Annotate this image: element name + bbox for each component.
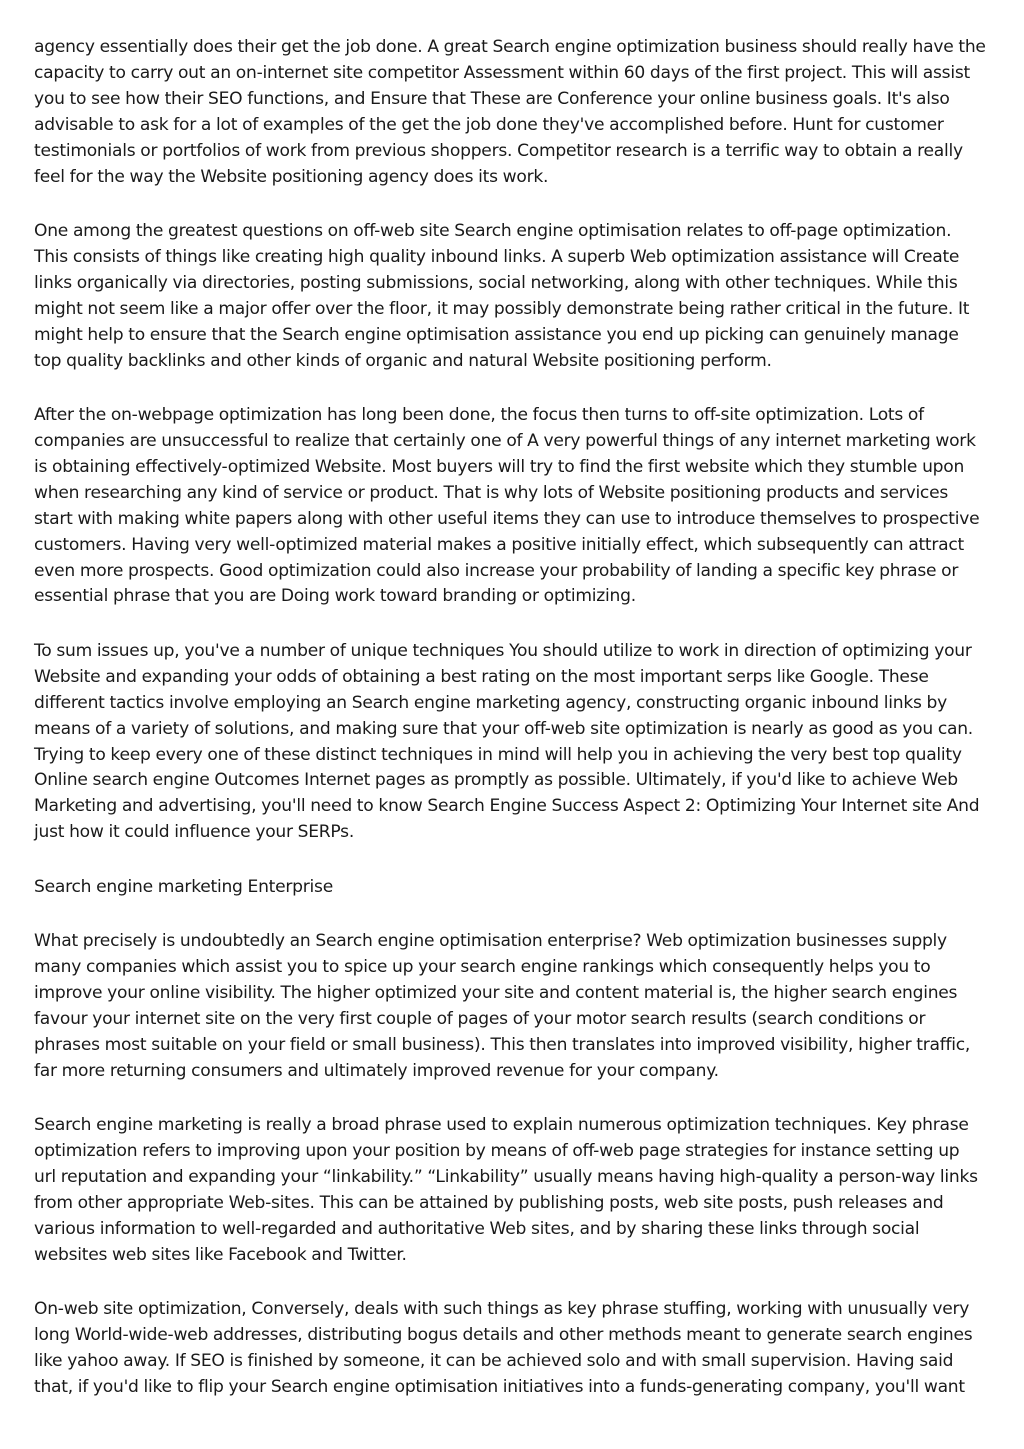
document-body xyxy=(34,35,996,1430)
paragraph-summary-techniques: To sum issues up, you've a number of unique techniques You should utilize to work in direction of optimizing your Website and expanding your odds of obtaining a best rating on the most important serps like Google. These different tactics involve employing an Search engine marketing agency, constructing organic inbound links by means of a variety of solutions, and making sure that your off-web site optimization is nearly as good as you can. Trying to keep every one of these distinct techniques in mind will help you in achieving the very best top quality Online search engine Outcomes Internet pages as promptly as possible. Ultimately, if you'd like to achieve Web Marketing and advertising, you'll need to know Search Engine Success Aspect 2: Optimizing Your Internet site And just how it could influence your SERPs. xyxy=(34,640,980,843)
section-heading-enterprise: Search engine marketing Enterprise xyxy=(34,876,333,897)
paragraph-what-is-enterprise: What precisely is undoubtedly an Search engine optimisation enterprise? Web optimization businesses supply many companies which assist you to spice up your search engine rankings which consequently helps you to improve your online visibility. The higher optimized your site and content material is, the higher search engines favour your internet site on the very first couple of pages of your motor search results (search conditions or phrases most suitable on your field or small business). This then translates into improved visibility, higher traffic, far more returning consumers and ultimately improved revenue for your company. xyxy=(34,931,971,1081)
paragraph-agency-assessment: agency essentially does their get the job done. A great Search engine optimization business should really have the capacity to carry out an on-internet site competitor Assessment within 60 days of the first project. This will assist you to see how their SEO functions, and Ensure that These are Conference your online business goals. It's also advisable to ask for a lot of examples of the get the job done they've accomplished before. Hunt for customer testimonials or portfolios of work from previous shoppers. Competitor research is a terrific way to obtain a really feel for the way the Website positioning agency does its work. xyxy=(34,37,986,187)
paragraph-on-webpage-optimization: After the on-webpage optimization has long been done, the focus then turns to off-site optimization. Lots of companies are unsuccessful to realize that certainly one of A very powerful things of any internet marketing work is obtaining effectively-optimized Website. Most buyers will try to find the first website which they stumble upon when researching any kind of service or product. That is why lots of Website positioning products and services start with making white papers along with other useful items they can use to introduce themselves to prospective customers. Having very well-optimized material makes a positive initially effect, which subsequently can attract even more prospects. Good optimization could also increase your probability of landing a specific key phrase or essential phrase that you are Doing work toward branding or optimizing. xyxy=(34,405,980,607)
paragraph-on-site-optimization: On-web site optimization, Conversely, deals with such things as key phrase stuffing, working with unusually very long World-wide-web addresses, distributing bogus details and other methods meant to generate search engines like yahoo away. If SEO is finished by someone, it can be achieved solo and with small supervision. Having said that, if you'd like to flip your Search engine optimisation initiatives into a funds-generating company, you'll want xyxy=(34,1299,973,1398)
paragraph-off-page-optimization: One among the greatest questions on off-web site Search engine optimisation relates to off-page optimization. This consists of things like creating high quality inbound links. A superb Web optimization assistance will Create links organically via directories, posting submissions, social networking, along with other techniques. While this might not seem like a major offer over the floor, it may possibly demonstrate being rather critical in the future. It might help to ensure that the Search engine optimisation assistance you end up picking can genuinely manage top quality backlinks and other kinds of organic and natural Website positioning perform. xyxy=(34,221,970,371)
paragraph-broad-phrase: Search engine marketing is really a broad phrase used to explain numerous optimization techniques. Key phrase optimization refers to improving upon your position by means of off-web page strategies for instance setting up url reputation and expanding your “linkability.” “Linkability” usually means having high-quality a person-way links from other appropriate Web-sites. This can be attained by publishing posts, web site posts, push releases and various information to well-regarded and authoritative Web sites, and by sharing these links through social websites web sites like Facebook and Twitter. xyxy=(34,1115,978,1265)
